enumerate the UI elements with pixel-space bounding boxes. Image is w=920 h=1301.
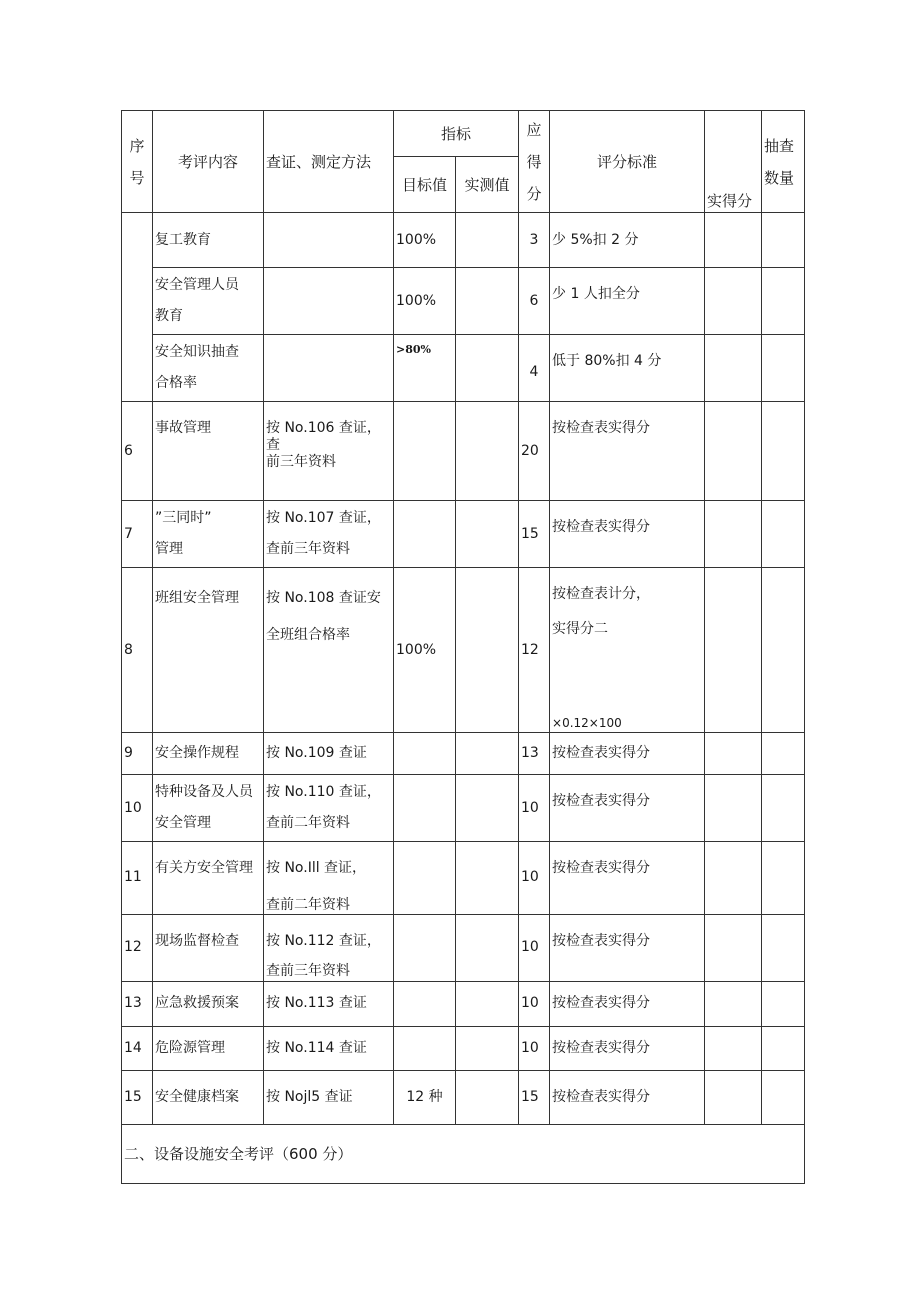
method-cell: 按 No.112 查证， 查前三年资料 (264, 914, 394, 981)
measured-cell (456, 914, 519, 981)
actual-cell (705, 335, 762, 402)
target-cell: 100% (394, 268, 456, 335)
target-cell (394, 775, 456, 842)
seq-cell-merged (122, 213, 153, 402)
content-cell: 安全操作规程 (153, 733, 264, 775)
measured-cell (456, 213, 519, 268)
header-target: 目标值 (394, 157, 456, 213)
measured-cell (456, 501, 519, 568)
measured-cell (456, 568, 519, 733)
actual-cell (705, 501, 762, 568)
score-cell: 15 (519, 1070, 550, 1124)
sample-cell (762, 733, 805, 775)
seq-cell: 6 (122, 402, 153, 501)
seq-cell: 11 (122, 842, 153, 915)
criteria-cell: 按检查表实得分 (550, 501, 705, 568)
method-cell (264, 213, 394, 268)
method-cell: 按 No.109 查证 (264, 733, 394, 775)
score-cell: 15 (519, 501, 550, 568)
target-cell (394, 1026, 456, 1070)
seq-cell: 13 (122, 981, 153, 1026)
sample-cell (762, 501, 805, 568)
content-cell: ”三同时” 管理 (153, 501, 264, 568)
header-sample: 抽查 数量 (762, 111, 805, 213)
criteria-cell: 按检查表实得分 (550, 914, 705, 981)
sample-cell (762, 568, 805, 733)
table-row (122, 775, 805, 842)
score-cell: 12 (519, 568, 550, 733)
criteria-cell: 按检查表实得分 (550, 402, 705, 501)
header-criteria: 评分标准 (550, 111, 705, 213)
table-row (122, 568, 805, 733)
header-indicator: 指标 (394, 111, 519, 157)
target-cell (394, 914, 456, 981)
actual-cell (705, 842, 762, 915)
section-heading: 二、设备设施安全考评（600 分） (122, 1124, 805, 1183)
method-cell: 按 No.107 查证， 查前三年资料 (264, 501, 394, 568)
header-actual: 实得分 (705, 111, 762, 213)
target-cell (394, 501, 456, 568)
method-cell: 按 No.114 查证 (264, 1026, 394, 1070)
criteria-cell: 少 5%扣 2 分 (550, 213, 705, 268)
measured-cell (456, 335, 519, 402)
actual-cell (705, 402, 762, 501)
measured-cell (456, 775, 519, 842)
score-cell: 10 (519, 1026, 550, 1070)
sample-cell (762, 981, 805, 1026)
seq-cell: 15 (122, 1070, 153, 1124)
method-cell: 按 No.110 查证， 查前二年资料 (264, 775, 394, 842)
actual-cell (705, 733, 762, 775)
criteria-cell: 按检查表实得分 (550, 1070, 705, 1124)
sample-cell (762, 268, 805, 335)
criteria-cell: 少 1 人扣全分 (550, 268, 705, 335)
content-cell: 事故管理 (153, 402, 264, 501)
target-cell (394, 981, 456, 1026)
measured-cell (456, 402, 519, 501)
criteria-cell: 按检查表实得分 (550, 842, 705, 915)
sample-cell (762, 842, 805, 915)
sample-cell (762, 402, 805, 501)
score-cell: 10 (519, 981, 550, 1026)
content-cell: 有关方安全管理 (153, 842, 264, 915)
section-row (122, 1124, 805, 1183)
content-cell: 安全管理人员 教育 (153, 268, 264, 335)
target-cell: 100% (394, 568, 456, 733)
target-cell (394, 842, 456, 915)
content-cell: 复工教育 (153, 213, 264, 268)
measured-cell (456, 733, 519, 775)
target-cell: 12 种 (394, 1070, 456, 1124)
score-cell: 4 (519, 335, 550, 402)
header-content: 考评内容 (153, 111, 264, 213)
header-measured: 实测值 (456, 157, 519, 213)
content-cell: 安全健康档案 (153, 1070, 264, 1124)
score-cell: 10 (519, 914, 550, 981)
table-row (122, 842, 805, 915)
criteria-cell: 按检查表实得分 (550, 1026, 705, 1070)
table-row (122, 501, 805, 568)
target-cell (394, 402, 456, 501)
score-cell: 13 (519, 733, 550, 775)
actual-cell (705, 981, 762, 1026)
sample-cell (762, 914, 805, 981)
seq-cell: 10 (122, 775, 153, 842)
table-row (122, 402, 805, 501)
table-row (122, 1026, 805, 1070)
actual-cell (705, 568, 762, 733)
header-method: 查证、测定方法 (264, 111, 394, 213)
method-cell: 按 No.113 查证 (264, 981, 394, 1026)
table-row (122, 914, 805, 981)
score-cell: 3 (519, 213, 550, 268)
actual-cell (705, 1070, 762, 1124)
content-cell: 班组安全管理 (153, 568, 264, 733)
criteria-cell: 按检查表实得分 (550, 775, 705, 842)
criteria-cell: 按检查表实得分 (550, 733, 705, 775)
measured-cell (456, 268, 519, 335)
actual-cell (705, 1026, 762, 1070)
actual-cell (705, 775, 762, 842)
score-cell: 10 (519, 842, 550, 915)
sample-cell (762, 775, 805, 842)
sample-cell (762, 213, 805, 268)
method-cell (264, 268, 394, 335)
content-cell: 危险源管理 (153, 1026, 264, 1070)
table-row (122, 981, 805, 1026)
seq-cell: 7 (122, 501, 153, 568)
content-cell: 特种设备及人员 安全管理 (153, 775, 264, 842)
table-row (122, 213, 805, 268)
method-cell: 按 Nojl5 查证 (264, 1070, 394, 1124)
score-cell: 6 (519, 268, 550, 335)
target-cell: 100% (394, 213, 456, 268)
header-score: 应 得 分 (519, 111, 550, 213)
table-row (122, 268, 805, 335)
measured-cell (456, 981, 519, 1026)
header-seq: 序 号 (122, 111, 153, 213)
target-cell: >80% (394, 335, 456, 402)
score-cell: 20 (519, 402, 550, 501)
criteria-cell: 按检查表实得分 (550, 981, 705, 1026)
measured-cell (456, 1026, 519, 1070)
content-cell: 现场监督检查 (153, 914, 264, 981)
content-cell: 安全知识抽查 合格率 (153, 335, 264, 402)
table-row (122, 733, 805, 775)
sample-cell (762, 1026, 805, 1070)
method-cell (264, 335, 394, 402)
seq-cell: 8 (122, 568, 153, 733)
measured-cell (456, 1070, 519, 1124)
target-cell (394, 733, 456, 775)
table-row (122, 335, 805, 402)
score-cell: 10 (519, 775, 550, 842)
seq-cell: 14 (122, 1026, 153, 1070)
sample-cell (762, 335, 805, 402)
seq-cell: 9 (122, 733, 153, 775)
sample-cell (762, 1070, 805, 1124)
criteria-cell: 低于 80%扣 4 分 (550, 335, 705, 402)
method-cell: 按 No.106 查证，查 前三年资料 (264, 402, 394, 501)
assessment-table (121, 110, 805, 1184)
table-row (122, 1070, 805, 1124)
seq-cell: 12 (122, 914, 153, 981)
measured-cell (456, 842, 519, 915)
actual-cell (705, 914, 762, 981)
content-cell: 应急救援预案 (153, 981, 264, 1026)
method-cell: 按 No.Ill 查证， 查前二年资料 (264, 842, 394, 915)
actual-cell (705, 213, 762, 268)
method-cell: 按 No.108 查证安 全班组合格率 (264, 568, 394, 733)
criteria-cell: 按检查表计分， 实得分二 ×0.12×100 (550, 568, 705, 733)
actual-cell (705, 268, 762, 335)
header-row-1 (122, 111, 805, 157)
